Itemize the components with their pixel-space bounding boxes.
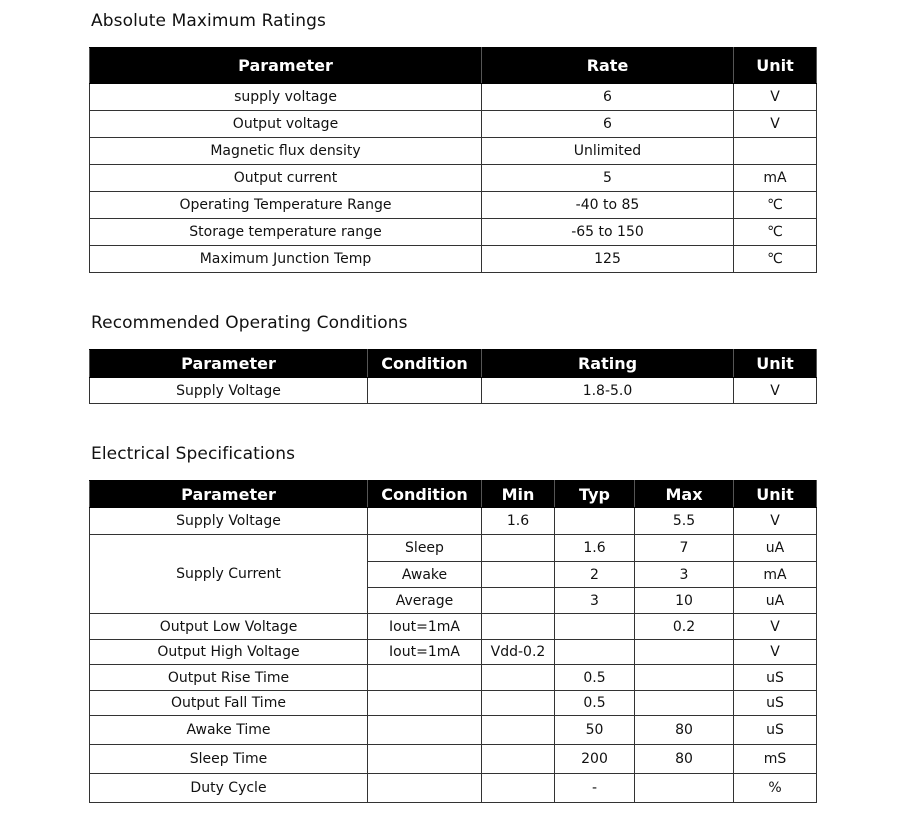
table-row [90,774,817,803]
table-row [90,192,817,219]
cell-unit: ℃ [734,246,817,273]
roc-table [89,349,817,404]
roc-header-unit: Unit [734,350,817,378]
table-row [90,111,817,138]
cell-parameter: Output Fall Time [90,691,368,716]
cell-unit: % [734,774,817,803]
cell-unit: V [734,111,817,138]
cell-max [635,640,734,665]
es-header-typ: Typ [555,481,635,508]
cell-unit: V [734,84,817,111]
cell-parameter: Output current [90,165,482,192]
cell-unit [734,138,817,165]
cell-min [482,774,555,803]
cell-rate: -40 to 85 [482,192,734,219]
cell-min [482,745,555,774]
roc-header-row [90,350,817,378]
cell-rate: Unlimited [482,138,734,165]
cell-parameter: supply voltage [90,84,482,111]
cell-unit: V [734,378,817,404]
cell-parameter: Output High Voltage [90,640,368,665]
cell-parameter: Awake Time [90,716,368,745]
cell-condition: Awake [368,562,482,588]
cell-max: 5.5 [635,508,734,535]
cell-max: 80 [635,745,734,774]
cell-unit: uS [734,665,817,691]
cell-max [635,691,734,716]
cell-unit: mS [734,745,817,774]
table-row [90,138,817,165]
table-row [90,614,817,640]
cell-typ [555,614,635,640]
cell-max: 10 [635,588,734,614]
cell-rate: 125 [482,246,734,273]
cell-condition: Average [368,588,482,614]
cell-rate: 6 [482,111,734,138]
cell-parameter: Magnetic flux density [90,138,482,165]
cell-rate: 5 [482,165,734,192]
roc-header-rating: Rating [482,350,734,378]
table-row [90,508,817,535]
cell-parameter: Storage temperature range [90,219,482,246]
cell-min [482,716,555,745]
cell-typ: 1.6 [555,535,635,562]
cell-unit: V [734,640,817,665]
cell-typ: 50 [555,716,635,745]
amr-header-parameter: Parameter [90,48,482,84]
cell-condition [368,508,482,535]
cell-condition: Iout=1mA [368,614,482,640]
cell-unit: mA [734,165,817,192]
es-header-row [90,481,817,508]
cell-condition [368,665,482,691]
table-row [90,535,817,562]
roc-header-condition: Condition [368,350,482,378]
cell-condition [368,716,482,745]
cell-unit: uA [734,588,817,614]
cell-min: Vdd-0.2 [482,640,555,665]
cell-typ: 200 [555,745,635,774]
cell-typ: 2 [555,562,635,588]
cell-rating: 1.8-5.0 [482,378,734,404]
es-header-min: Min [482,481,555,508]
cell-min [482,665,555,691]
cell-unit: mA [734,562,817,588]
cell-typ: 3 [555,588,635,614]
table-row [90,691,817,716]
cell-max: 80 [635,716,734,745]
amr-header-unit: Unit [734,48,817,84]
cell-parameter: Supply Voltage [90,378,368,404]
es-table [89,480,817,803]
amr-header-row [90,48,817,84]
cell-typ [555,508,635,535]
cell-condition: Sleep [368,535,482,562]
table-row [90,246,817,273]
table-row [90,219,817,246]
es-title: Electrical Specifications [91,444,296,464]
cell-rate: 6 [482,84,734,111]
es-header-max: Max [635,481,734,508]
cell-unit: V [734,508,817,535]
cell-typ [555,640,635,665]
cell-parameter: Output voltage [90,111,482,138]
cell-max: 3 [635,562,734,588]
cell-condition: Iout=1mA [368,640,482,665]
cell-unit: uS [734,691,817,716]
table-row [90,745,817,774]
cell-parameter: Supply Voltage [90,508,368,535]
table-row [90,165,817,192]
cell-min [482,691,555,716]
table-row [90,378,817,404]
cell-min [482,562,555,588]
cell-max [635,665,734,691]
cell-parameter: Maximum Junction Temp [90,246,482,273]
cell-rate: -65 to 150 [482,219,734,246]
cell-min: 1.6 [482,508,555,535]
roc-title: Recommended Operating Conditions [91,313,408,333]
cell-max: 7 [635,535,734,562]
cell-parameter: Operating Temperature Range [90,192,482,219]
cell-min [482,535,555,562]
cell-condition [368,774,482,803]
cell-parameter: Duty Cycle [90,774,368,803]
table-row [90,665,817,691]
cell-parameter: Output Low Voltage [90,614,368,640]
roc-header-parameter: Parameter [90,350,368,378]
cell-parameter: Supply Current [90,535,368,614]
table-row [90,716,817,745]
cell-typ: - [555,774,635,803]
es-header-unit: Unit [734,481,817,508]
table-row [90,84,817,111]
cell-unit: V [734,614,817,640]
cell-unit: uA [734,535,817,562]
amr-table [89,47,817,273]
es-header-condition: Condition [368,481,482,508]
cell-typ: 0.5 [555,665,635,691]
amr-header-rate: Rate [482,48,734,84]
cell-min [482,614,555,640]
cell-condition [368,378,482,404]
cell-parameter: Sleep Time [90,745,368,774]
cell-typ: 0.5 [555,691,635,716]
cell-parameter: Output Rise Time [90,665,368,691]
cell-unit: uS [734,716,817,745]
cell-max: 0.2 [635,614,734,640]
table-row [90,640,817,665]
cell-condition [368,691,482,716]
es-header-parameter: Parameter [90,481,368,508]
cell-condition [368,745,482,774]
cell-unit: ℃ [734,192,817,219]
cell-min [482,588,555,614]
cell-unit: ℃ [734,219,817,246]
amr-title: Absolute Maximum Ratings [91,11,326,31]
cell-max [635,774,734,803]
